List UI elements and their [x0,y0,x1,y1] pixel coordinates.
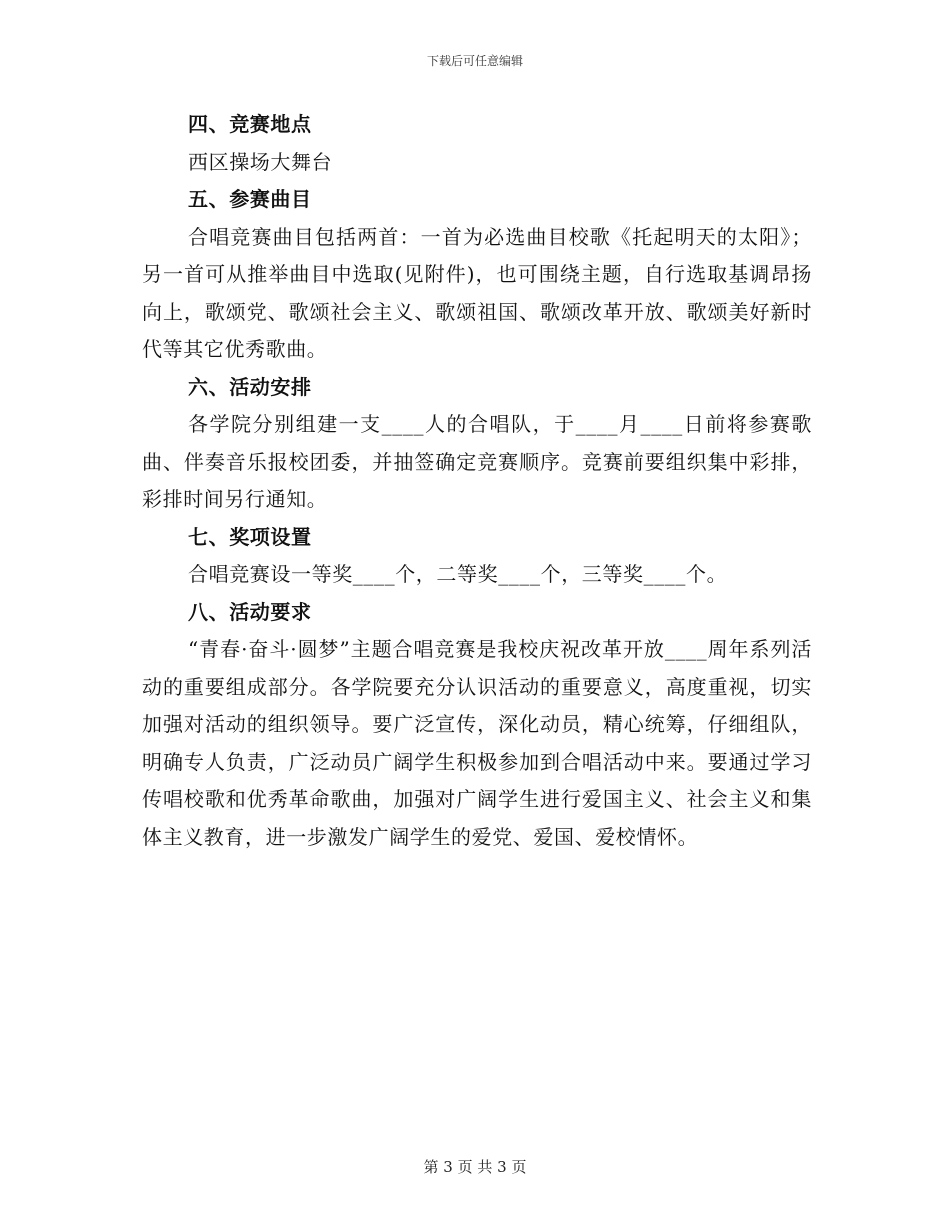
section-heading-awards: 七、奖项设置 [188,524,312,549]
header-note: 下载后可任意编辑 [426,54,523,68]
section-body-awards: 合唱竞赛设一等奖____个，二等奖____个，三等奖____个。 [188,562,728,586]
section-body-venue: 西区操场大舞台 [188,149,333,174]
section-body-requirements: “青春·奋斗·圆梦”主题合唱竞赛是我校庆祝改革开放____周年系列活动的重要组成部分。各学院要充分认识活动的重要意义，高度重视，切实加强对活动的组织领导。要广泛宣传，深化动员，精心统筹，仔细组队，明确专人负责，广泛动员广阔学生积极参加到合唱活动中来。要通过学习传唱校歌和优秀革命歌曲，加强对广阔学生进行爱国主义、社会主义和集体主义教育，进一步激发广阔学生的爱党、爱国、爱校情怀。 [142,637,812,849]
section-body-schedule: 各学院分别组建一支____人的合唱队，于____月____日前将参赛歌曲、伴奏音乐报校团委，并抽签确定竞赛顺序。竞赛前要组织集中彩排，彩排时间另行通知。 [142,412,812,511]
section-heading-requirements: 八、活动要求 [188,599,312,624]
section-heading-songs: 五、参赛曲目 [188,187,312,211]
section-body-songs: 合唱竞赛曲目包括两首：一首为必选曲目校歌《托起明天的太阳》；另一首可从推举曲目中选取(见附件)，也可围绕主题，自行选取基调昂扬向上，歌颂党、歌颂社会主义、歌颂祖国、歌颂改革开放、歌颂美好新时代等其它优秀歌曲。 [142,224,812,361]
section-heading-venue: 四、竞赛地点 [188,112,312,136]
page-number: 第 3 页 共 3 页 [423,1158,527,1176]
section-heading-schedule: 六、活动安排 [188,374,312,399]
document-body [142,106,812,856]
